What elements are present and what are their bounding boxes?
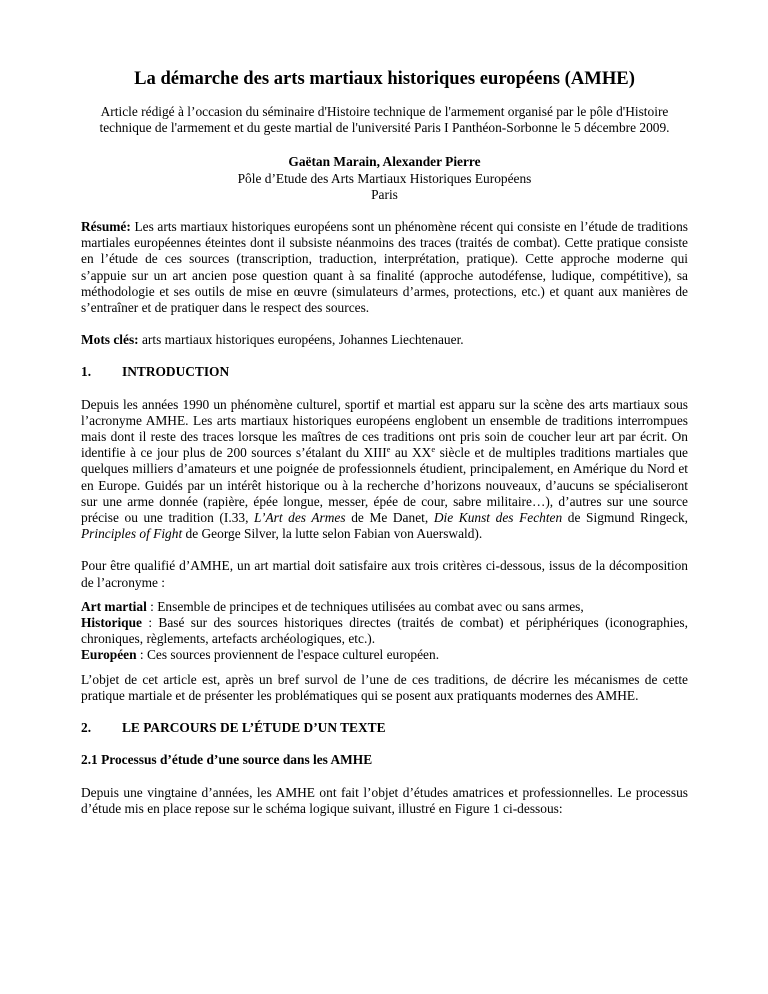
definition-term: Historique xyxy=(81,615,143,631)
superscript: e xyxy=(431,444,436,455)
section-title: LE PARCOURS DE L’ÉTUDE D’UN TEXTE xyxy=(122,720,386,736)
page-title: La démarche des arts martiaux historiques européens (AMHE) xyxy=(134,68,635,89)
abstract xyxy=(81,219,688,316)
section-number: 2. xyxy=(81,720,92,736)
section2-paragraph-1: Depuis une vingtaine d’années, les AMHE ont fait l’objet d’études amatrices et professionnelles. Le processus d’étude mis en place repose sur le schéma logique suivant, illustré en Figure 1 ci-dessous: xyxy=(81,784,688,816)
section-title: INTRODUCTION xyxy=(122,364,230,380)
keywords-label: Mots clés: xyxy=(81,332,139,348)
definition-item xyxy=(81,599,688,615)
section-number: 1. xyxy=(81,364,92,380)
definition-text: : Ces sources proviennent de l'espace culturel européen. xyxy=(136,647,440,663)
definition-text: : Ensemble de principes et de techniques utilisées au combat avec ou sans armes, xyxy=(146,598,584,614)
section-heading-2 xyxy=(81,720,688,736)
text-run: au XX xyxy=(390,445,432,461)
text-run: de Me Danet, xyxy=(345,510,434,526)
text-run: de George Silver, la lutte selon Fabian von Auerswald). xyxy=(182,526,483,542)
subsection-title: 2.1 Processus d’étude d’une source dans les AMHE xyxy=(81,752,373,768)
author-city: Paris xyxy=(371,186,398,202)
abstract-label: Résumé: xyxy=(81,219,131,235)
definition-term: Européen xyxy=(81,647,137,663)
section1-paragraph-3: L’objet de cet article est, après un bref survol de l’une de ces traditions, de décrire les mécanismes de cette pratique martiale et de présenter les problématiques qui se posent aux pratiquants modernes des AMHE. xyxy=(81,671,688,703)
text-run: Depuis les années 1990 un phénomène culturel, sportif et martial est apparu sur la scène des arts martiaux sous l’acronyme AMHE. Les arts martiaux historiques européens englobent un ensemble de traditions interrompues mais dont il reste des traces lorsque les maîtres de ces traditions ont pris soin de coucher leur art par écrit. On identifie à ce jour plus de 200 sources s’étalant du XIII xyxy=(81,396,688,461)
author-names: Gaëtan Marain, Alexander Pierre xyxy=(288,154,481,170)
keywords-text: arts martiaux historiques européens, Johannes Liechtenauer. xyxy=(138,332,464,348)
definition-item xyxy=(81,615,688,647)
section1-paragraph-2: Pour être qualifié d’AMHE, un art martial doit satisfaire aux trois critères ci-dessous, issus de la décomposition de l’acronyme : xyxy=(81,558,688,590)
section1-paragraph-1 xyxy=(81,397,688,543)
book-title: L’Art des Armes xyxy=(254,510,346,526)
definition-item xyxy=(81,647,688,663)
keywords xyxy=(81,332,688,348)
intro-text: Article rédigé à l’occasion du séminaire d'Histoire technique de l'armement organisé par le pôle d'Histoire technique de l'armement et du geste martial de l'université Paris I Panthéon-Sorbonne le 5 décembre 2009. xyxy=(99,104,670,136)
text-run: siècle et de multiples traditions martiales que quelques milliers d’amateurs et une poignée de professionnels étudient, principalement, en Amérique du Nord et en Europe. Guidés par un intérêt historique ou à la recherche d’horizons nouveaux, d’aucuns se spécialiseront sur une arme donnée (rapière, épée longue, messer, épée de cour, sabre militaire…), d’autres sur une source précise ou une tradition (I.33, xyxy=(81,445,688,526)
abstract-text: Les arts martiaux historiques européens sont un phénomène récent qui consiste en l’étude de traditions martiales européennes éteintes dont il subsiste néanmoins des traces (traités de combat). Cette pratique consiste en l’étude de ces sources (transcription, traduction, interprétation, pratique). Cette approche moderne qui s’appuie sur un art ancien pose question quant à sa finalité (approche autodéfense, ludique, compétitive), sa méthodologie et ses outils de mise en œuvre (simulateurs d’armes, protections, etc.) et quant aux manières de s’entraîner et de pratiquer dans le respect des sources. xyxy=(81,219,688,316)
text-run: de Sigmund Ringeck, xyxy=(562,510,688,526)
superscript: e xyxy=(386,444,391,455)
definition-text: : Basé sur des sources historiques directes (traités de combat) et périphériques (iconographies, chroniques, règlements, artefacts archéologiques, etc.). xyxy=(81,615,688,647)
definition-list xyxy=(81,599,688,664)
definition-term: Art martial xyxy=(81,598,147,614)
author-block xyxy=(81,154,688,203)
author-affiliation: Pôle d’Etude des Arts Martiaux Historiques Européens xyxy=(237,170,532,186)
book-title: Principles of Fight xyxy=(81,526,183,542)
section-heading-1 xyxy=(81,364,688,380)
book-title: Die Kunst des Fechten xyxy=(433,510,563,526)
